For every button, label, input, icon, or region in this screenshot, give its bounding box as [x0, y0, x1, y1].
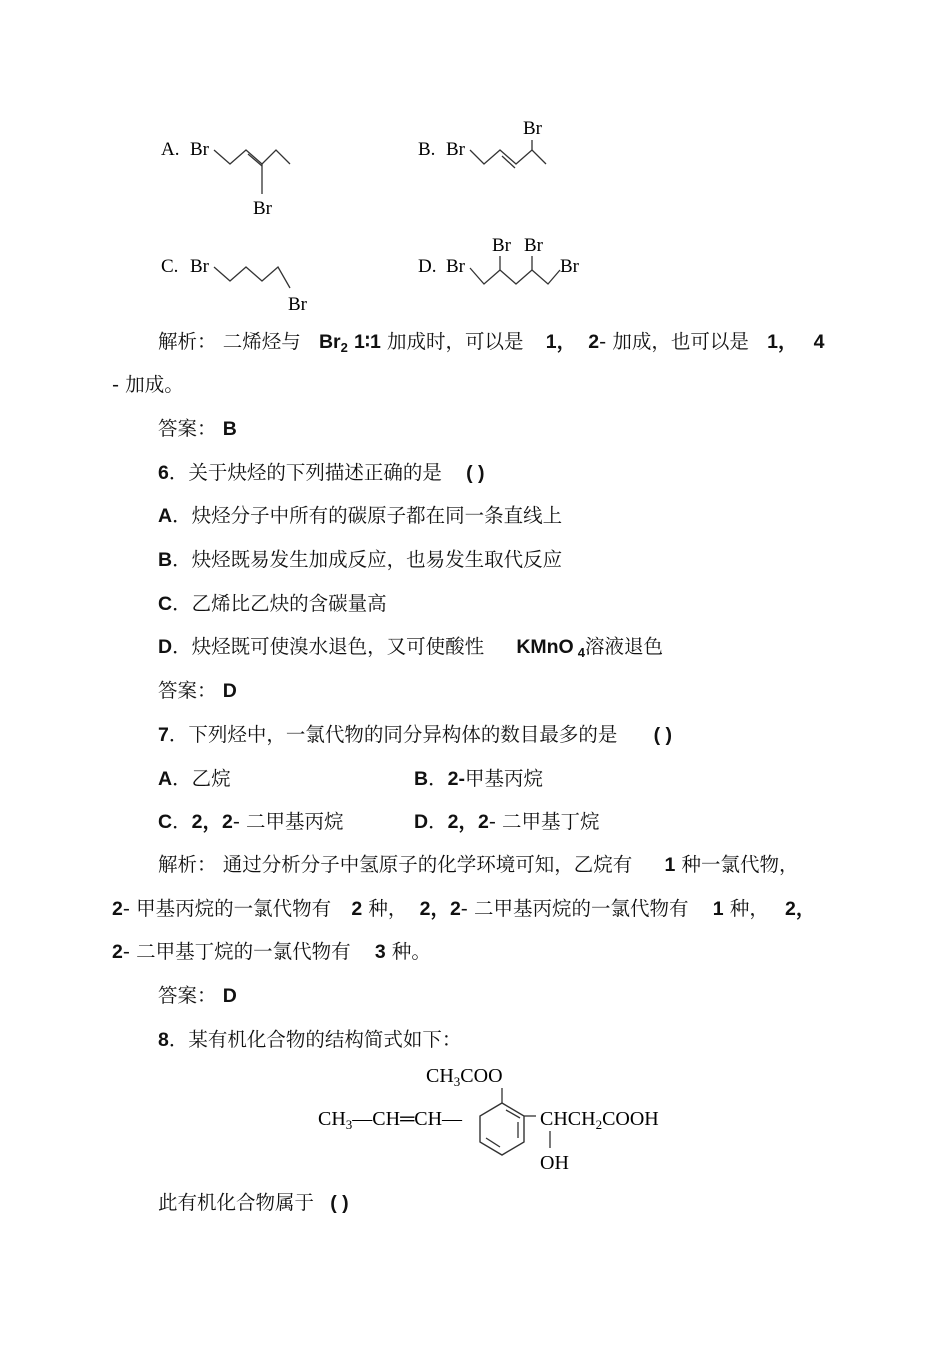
option-text: 溶液退色 — [584, 635, 663, 658]
option-locant: 2，2 — [191, 811, 233, 833]
count: 1 — [664, 854, 676, 876]
answer-label: 答案： — [158, 984, 217, 1007]
q7-option-d — [414, 809, 600, 835]
option-locant: 2，2 — [447, 811, 489, 833]
option-text: 甲基丙烷 — [464, 767, 543, 790]
q8-structure-diagram — [300, 1058, 700, 1178]
q6-answer — [158, 678, 237, 704]
q5-analysis-line-2: - 加成。 — [112, 373, 184, 396]
count: 2 — [351, 898, 363, 920]
option-b-skeleton — [416, 112, 576, 182]
question-text: 此有机化合物属于 — [158, 1191, 315, 1214]
option-a-br-2: Br — [253, 198, 272, 218]
question-text: ．某有机化合物的结构简式如下： — [168, 1028, 462, 1051]
q7-analysis-line-1 — [158, 852, 799, 878]
option-text: ．炔烃既易发生加成反应，也易发生取代反应 — [172, 548, 563, 571]
analysis-label: 解析： — [158, 330, 217, 353]
question-number: 8 — [158, 1029, 169, 1051]
analysis-text: 种， — [368, 897, 408, 920]
answer-value: B — [222, 418, 237, 440]
q8-structure — [300, 1058, 700, 1178]
q8-stem — [158, 1027, 461, 1053]
hydroxy-acid-chain: $CHCH_2COOH$ — [540, 1108, 659, 1132]
option-text: ． — [428, 767, 448, 790]
option-d-letter: D. — [418, 256, 437, 277]
option-c-br-1: Br — [190, 256, 209, 277]
hydroxyl-group: OH — [540, 1152, 569, 1174]
option-letter: C — [158, 811, 173, 833]
q6-option-a — [158, 503, 562, 529]
answer-label: 答案： — [158, 417, 217, 440]
question-number: 7 — [158, 724, 169, 746]
option-letter: D — [158, 636, 173, 658]
option-d-structure — [416, 232, 606, 302]
q7-stem — [158, 722, 672, 748]
option-b-letter: B. — [418, 139, 436, 160]
q6-option-b — [158, 547, 562, 573]
question-text: ．下列烃中，一氯代物的同分异构体的数目最多的是 — [168, 723, 618, 746]
option-b-br-2: Br — [523, 118, 542, 139]
analysis-text: - 二甲基丁烷的一氯代物有 — [122, 940, 351, 963]
locant: 1， — [767, 331, 798, 353]
q6-option-d — [158, 634, 663, 666]
q7-option-b — [414, 766, 543, 792]
option-letter: A — [158, 768, 173, 790]
option-d-br-1: Br — [446, 256, 465, 277]
option-d-br-2: Br — [492, 235, 511, 256]
locant: 2，2 — [419, 898, 461, 920]
ratio: 1∶1 — [354, 331, 381, 353]
analysis-text: 种一氯代物， — [681, 853, 799, 876]
option-text: ．炔烃既可使溴水退色，又可使酸性 — [172, 635, 485, 658]
answer-paren: ( ) — [653, 724, 672, 746]
option-d-br-3: Br — [524, 235, 543, 256]
q5-answer — [158, 416, 237, 442]
option-text: ．乙烷 — [172, 767, 231, 790]
q6-stem — [158, 460, 484, 486]
option-text: ． — [172, 810, 192, 833]
q8-follow — [158, 1190, 349, 1216]
option-text: ． — [428, 810, 448, 833]
analysis-label: 解析： — [158, 853, 217, 876]
option-a-skeleton — [158, 118, 308, 218]
analysis-text: 种， — [729, 897, 769, 920]
acetoxy-group: $CH_3COO$ — [426, 1065, 503, 1089]
analysis-text: 种。 — [391, 940, 431, 963]
q7-option-c — [158, 809, 344, 835]
q7-option-a — [158, 766, 231, 792]
option-a-structure — [158, 118, 308, 218]
q5-analysis-line-1 — [158, 329, 825, 361]
locant: 2 — [112, 941, 123, 963]
analysis-text: - 甲基丙烷的一氯代物有 — [122, 897, 332, 920]
answer-value: D — [222, 985, 237, 1007]
option-locant: 2- — [447, 768, 465, 790]
option-d-skeleton — [416, 232, 606, 302]
question-text: ．关于炔烃的下列描述正确的是 — [168, 461, 442, 484]
option-letter: B — [414, 768, 429, 790]
answer-value: D — [222, 680, 237, 702]
answer-label: 答案： — [158, 679, 217, 702]
locant: 4 — [813, 331, 825, 353]
analysis-text: - 二甲基丙烷的一氯代物有 — [460, 897, 689, 920]
q7-analysis-line-3 — [112, 939, 431, 965]
analysis-text: 二烯烃与 — [222, 330, 301, 353]
q7-answer — [158, 983, 237, 1009]
locant: 1， — [545, 331, 577, 353]
option-c-skeleton — [158, 248, 328, 318]
option-text: ．乙烯比乙炔的含碳量高 — [172, 592, 387, 615]
option-text: - 二甲基丁烷 — [488, 810, 600, 833]
propenyl-chain: $CH_3—CH═CH—$ — [318, 1108, 463, 1132]
option-b-structure — [416, 112, 576, 182]
option-letter: B — [158, 549, 173, 571]
option-letter: A — [158, 505, 173, 527]
q6-option-c — [158, 591, 387, 617]
locant: 2， — [785, 898, 816, 920]
answer-paren: ( ) — [466, 462, 485, 484]
option-a-br-1: Br — [190, 139, 209, 160]
question-number: 6 — [158, 462, 169, 484]
option-b-br-1: Br — [446, 139, 465, 160]
count: 3 — [374, 941, 386, 963]
q7-analysis-line-2 — [112, 896, 815, 922]
option-c-letter: C. — [161, 256, 179, 277]
option-text: ．炔烃分子中所有的碳原子都在同一条直线上 — [172, 504, 563, 527]
option-c-structure — [158, 248, 328, 318]
option-a-letter: A. — [161, 139, 180, 160]
option-letter: C — [158, 593, 173, 615]
option-c-br-2: Br — [288, 294, 307, 315]
count: 1 — [712, 898, 724, 920]
locant: 2 — [588, 331, 600, 353]
bromine-formula: $Br_2$ — [318, 331, 348, 355]
option-text: - 二甲基丙烷 — [232, 810, 344, 833]
option-d-br-4: Br — [560, 256, 579, 277]
permanganate-formula: KMnO $_4$ — [516, 636, 585, 660]
option-letter: D — [414, 811, 429, 833]
answer-paren: ( ) — [330, 1192, 349, 1214]
analysis-text: 加成时，可以是 — [387, 330, 524, 353]
analysis-text: - 加成，也可以是 — [599, 330, 749, 353]
locant: 2 — [112, 898, 123, 920]
analysis-text: 通过分析分子中氢原子的化学环境可知，乙烷有 — [222, 853, 633, 876]
